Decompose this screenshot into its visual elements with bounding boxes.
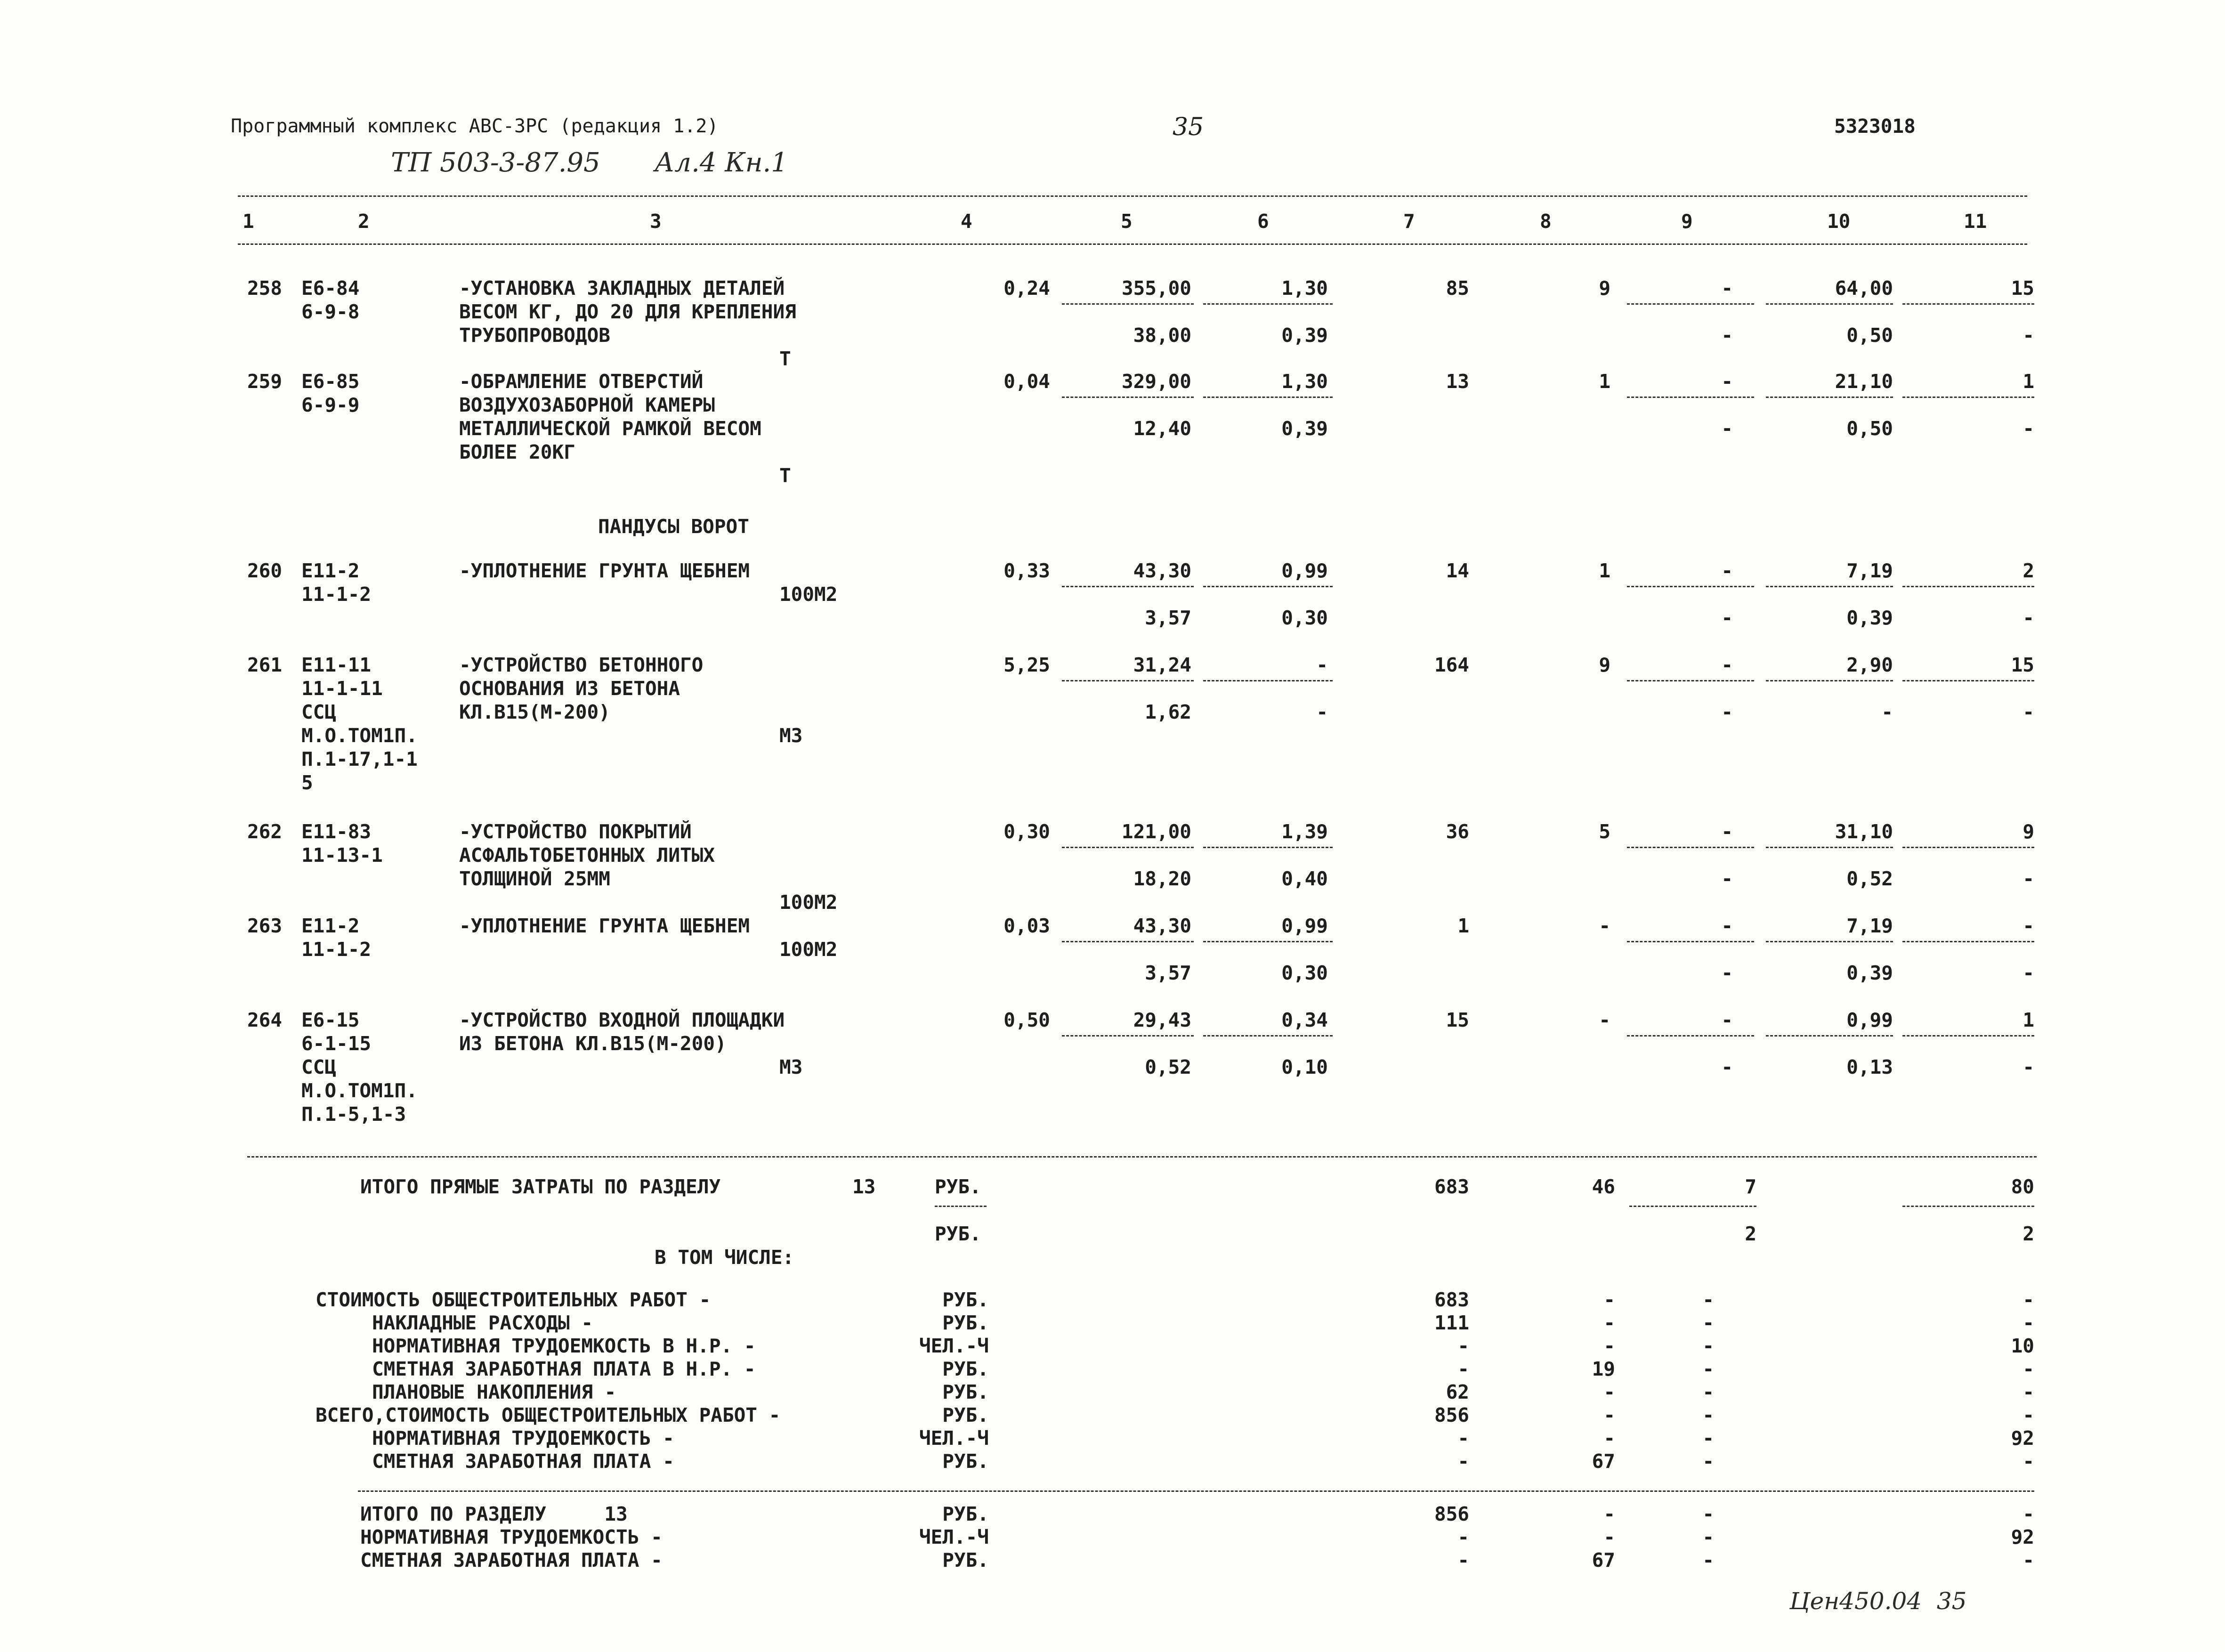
row-col7: 15 [1446,1009,1469,1031]
summary-col9: - [1702,1427,1714,1450]
row-number: 264 [247,1009,283,1031]
row-col9-sub: - [1721,701,1733,723]
project-code: ТП 503-3-87.95 [391,147,600,178]
row-code: П.1-5,1-3 [301,1103,406,1126]
row-col7: 14 [1446,559,1469,582]
row-col5-sub: 0,52 [1145,1056,1191,1078]
row-col6-sub: 0,40 [1281,867,1328,890]
row-code: 5 [301,771,313,794]
column-header-8: 8 [1540,210,1552,233]
row-description: -УПЛОТНЕНИЕ ГРУНТА ЩЕБНЕМ [459,915,750,937]
including-label: В ТОМ ЧИСЛЕ: [655,1246,794,1269]
totals-col11-b: 2 [2023,1223,2034,1245]
row-col11: 1 [2023,370,2034,393]
summary-col7: 62 [1446,1381,1469,1403]
summary-col7: 683 [1434,1288,1469,1311]
section-total-col7: 856 [1434,1503,1469,1525]
summary-label: НАКЛАДНЫЕ РАСХОДЫ - [372,1312,593,1334]
row-col5-sub: 1,62 [1145,701,1191,723]
section-total-unit: РУБ. [942,1503,989,1525]
row-quantity: 0,30 [1003,820,1050,843]
row-col11: 2 [2023,559,2034,582]
row-col6: 0,99 [1281,915,1328,937]
totals-col11: 80 [2011,1175,2034,1198]
row-col7: 85 [1446,277,1469,300]
column-header-11: 11 [1964,210,1987,233]
row-description: ТОЛЩИНОЙ 25ММ [459,867,610,890]
row-col6-sub: 0,30 [1281,962,1328,984]
row-col10: 64,00 [1835,277,1893,300]
row-col11-sub: - [2023,607,2034,629]
summary-col11: - [2023,1312,2034,1334]
row-col6-sub: 0,30 [1281,607,1328,629]
section-total-unit: ЧЕЛ.-Ч [919,1526,989,1548]
column-header-7: 7 [1403,210,1415,233]
row-number: 260 [247,559,283,582]
row-col9-sub: - [1721,962,1733,984]
row-code: ССЦ [301,1056,337,1078]
handwritten-note: Цен450.04 35 [1789,1587,1967,1615]
summary-col11: 92 [2011,1427,2034,1450]
row-col5: 329,00 [1121,370,1191,393]
row-col11: 9 [2023,820,2034,843]
row-col5: 29,43 [1133,1009,1191,1031]
totals-section-number: 13 [852,1175,876,1198]
row-col7: 164 [1434,654,1469,676]
row-col6-sub: - [1316,701,1328,723]
row-code: М.О.ТОМ1П. [301,1079,418,1102]
row-col6: 1,30 [1281,370,1328,393]
section-total-col7: - [1457,1549,1469,1571]
row-col5: 31,24 [1133,654,1191,676]
totals-col8: 46 [1592,1175,1615,1198]
row-col11-sub: - [2023,867,2034,890]
row-col10: 2,90 [1846,654,1893,676]
summary-col7: - [1457,1427,1469,1450]
row-description: ВЕСОМ КГ, ДО 20 ДЛЯ КРЕПЛЕНИЯ [459,300,796,323]
row-col6: 1,39 [1281,820,1328,843]
album-reference: Ал.4 Кн.1 [655,147,788,178]
document-code: 5323018 [1834,115,1916,138]
section-total-col11: - [2023,1503,2034,1525]
row-description: ОСНОВАНИЯ ИЗ БЕТОНА [459,677,680,700]
row-code: 11-1-11 [301,677,383,700]
section-total-label: СМЕТНАЯ ЗАРАБОТНАЯ ПЛАТА - [360,1549,663,1571]
row-number: 262 [247,820,283,843]
totals-col9: 7 [1745,1175,1756,1198]
row-col5-sub: 18,20 [1133,867,1191,890]
row-col8: - [1599,915,1610,937]
row-col9-sub: - [1721,1056,1733,1078]
row-col11-sub: - [2023,701,2034,723]
row-code: ССЦ [301,701,337,723]
totals-rule [247,1156,2037,1158]
section-total-col9: - [1702,1503,1714,1525]
row-col10: 7,19 [1846,559,1893,582]
summary-label: ПЛАНОВЫЕ НАКОПЛЕНИЯ - [372,1381,616,1403]
row-col8: 9 [1599,277,1610,300]
row-col7: 36 [1446,820,1469,843]
row-col9-sub: - [1721,417,1733,440]
summary-col9: - [1702,1335,1714,1357]
row-col9: - [1721,370,1733,393]
row-unit: Т [779,464,791,487]
summary-col11: - [2023,1450,2034,1473]
row-code: Е11-83 [301,820,372,843]
row-code: М.О.ТОМ1П. [301,724,418,747]
row-code: 6-1-15 [301,1032,372,1055]
summary-col8: - [1603,1404,1615,1426]
row-code: Е6-15 [301,1009,360,1031]
row-col10-sub: 0,50 [1846,324,1893,347]
row-quantity: 0,03 [1003,915,1050,937]
row-unit: М3 [779,1056,803,1078]
column-header-3: 3 [650,210,662,233]
row-description: -УСТРОЙСТВО БЕТОННОГО [459,654,704,676]
row-col6: - [1316,654,1328,676]
section-total-col11: - [2023,1549,2034,1571]
header-top-rule [238,195,2027,197]
summary-label: СМЕТНАЯ ЗАРАБОТНАЯ ПЛАТА - [372,1450,674,1473]
row-unit: М3 [779,724,803,747]
row-col8: 1 [1599,370,1610,393]
program-title: Программный комплекс АВС-3РС (редакция 1.2) [231,115,719,137]
row-code: П.1-17,1-1 [301,748,418,770]
row-col5: 43,30 [1133,915,1191,937]
summary-col9: - [1702,1288,1714,1311]
totals-unit-2: РУБ. [935,1223,981,1245]
row-col8: 1 [1599,559,1610,582]
row-description: МЕТАЛЛИЧЕСКОЙ РАМКОЙ ВЕСОМ [459,417,761,440]
row-col10-sub: - [1881,701,1893,723]
summary-col9: - [1702,1381,1714,1403]
summary-col7: 856 [1434,1404,1469,1426]
row-col9: - [1721,1009,1733,1031]
section-total-col8: - [1603,1526,1615,1548]
row-col7: 13 [1446,370,1469,393]
row-col9-sub: - [1721,607,1733,629]
row-col11-sub: - [2023,324,2034,347]
row-code: Е6-84 [301,277,360,300]
row-unit: 100М2 [779,891,838,914]
header-bottom-rule [238,243,2027,245]
row-quantity: 0,50 [1003,1009,1050,1031]
summary-col9: - [1702,1450,1714,1473]
row-col6-sub: 0,39 [1281,324,1328,347]
row-description: -УСТРОЙСТВО ПОКРЫТИЙ [459,820,692,843]
summary-col11: - [2023,1358,2034,1380]
summary-col11: - [2023,1288,2034,1311]
row-code: 6-9-9 [301,394,360,416]
row-col10: 21,10 [1835,370,1893,393]
row-code: 11-1-2 [301,938,372,961]
row-col5-sub: 12,40 [1133,417,1191,440]
row-col10: 31,10 [1835,820,1893,843]
summary-unit: РУБ. [942,1404,989,1426]
summary-unit: РУБ. [942,1381,989,1403]
row-col6-sub: 0,39 [1281,417,1328,440]
summary-col8: - [1603,1335,1615,1357]
row-unit: Т [779,348,791,370]
section-total-col9: - [1702,1526,1714,1548]
row-col10: 0,99 [1846,1009,1893,1031]
row-code: 6-9-8 [301,300,360,323]
summary-label: СМЕТНАЯ ЗАРАБОТНАЯ ПЛАТА В Н.Р. - [372,1358,756,1380]
row-col6: 0,99 [1281,559,1328,582]
row-quantity: 0,24 [1003,277,1050,300]
summary-col7: 111 [1434,1312,1469,1334]
row-unit: 100М2 [779,938,838,961]
row-number: 261 [247,654,283,676]
row-number: 259 [247,370,283,393]
row-col5: 43,30 [1133,559,1191,582]
summary-rule [358,1490,2034,1492]
row-description: БОЛЕЕ 20КГ [459,441,575,463]
section-total-col8: 67 [1592,1549,1615,1571]
section-total-col7: - [1457,1526,1469,1548]
summary-col7: - [1457,1335,1469,1357]
row-description: АСФАЛЬТОБЕТОННЫХ ЛИТЫХ [459,844,715,866]
column-header-2: 2 [358,210,370,233]
summary-unit: РУБ. [942,1358,989,1380]
row-col11: 15 [2011,277,2034,300]
summary-col8: 67 [1592,1450,1615,1473]
row-col9: - [1721,277,1733,300]
summary-col7: - [1457,1358,1469,1380]
row-col11: - [2023,915,2034,937]
row-col6-sub: 0,10 [1281,1056,1328,1078]
row-col10-sub: 0,50 [1846,417,1893,440]
row-col11-sub: - [2023,1056,2034,1078]
row-col9: - [1721,915,1733,937]
row-col5-sub: 3,57 [1145,962,1191,984]
row-description: ТРУБОПРОВОДОВ [459,324,610,347]
row-col10-sub: 0,13 [1846,1056,1893,1078]
row-unit: 100М2 [779,583,838,606]
row-quantity: 0,04 [1003,370,1050,393]
row-col6: 0,34 [1281,1009,1328,1031]
summary-label: ВСЕГО,СТОИМОСТЬ ОБЩЕСТРОИТЕЛЬНЫХ РАБОТ - [316,1404,781,1426]
summary-col9: - [1702,1358,1714,1380]
summary-col11: 10 [2011,1335,2034,1357]
row-description: -УПЛОТНЕНИЕ ГРУНТА ЩЕБНЕМ [459,559,750,582]
summary-unit: РУБ. [942,1288,989,1311]
row-number: 263 [247,915,283,937]
summary-col8: - [1603,1288,1615,1311]
row-col5: 121,00 [1121,820,1191,843]
row-col7: 1 [1457,915,1469,937]
row-col11: 15 [2011,654,2034,676]
column-header-6: 6 [1257,210,1269,233]
section-total-label: НОРМАТИВНАЯ ТРУДОЕМКОСТЬ - [360,1526,663,1548]
summary-col11: - [2023,1404,2034,1426]
row-number: 258 [247,277,283,300]
totals-label: ИТОГО ПРЯМЫЕ ЗАТРАТЫ ПО РАЗДЕЛУ [360,1175,721,1198]
totals-unit: РУБ. [935,1175,981,1198]
summary-col8: - [1603,1312,1615,1334]
column-header-9: 9 [1681,210,1693,233]
summary-label: НОРМАТИВНАЯ ТРУДОЕМКОСТЬ - [372,1427,674,1450]
section-total-unit: РУБ. [942,1549,989,1571]
row-quantity: 5,25 [1003,654,1050,676]
row-col11-sub: - [2023,417,2034,440]
row-col11-sub: - [2023,962,2034,984]
summary-label: НОРМАТИВНАЯ ТРУДОЕМКОСТЬ В Н.Р. - [372,1335,756,1357]
column-header-4: 4 [961,210,972,233]
column-header-10: 10 [1827,210,1851,233]
summary-unit: ЧЕЛ.-Ч [919,1427,989,1450]
row-code: Е11-11 [301,654,372,676]
row-code: 11-13-1 [301,844,383,866]
section-total-col9: - [1702,1549,1714,1571]
row-code: Е11-2 [301,915,360,937]
totals-col7: 683 [1434,1175,1469,1198]
column-header-5: 5 [1121,210,1133,233]
row-description: КЛ.В15(М-200) [459,701,610,723]
row-quantity: 0,33 [1003,559,1050,582]
row-description: -УСТРОЙСТВО ВХОДНОЙ ПЛОЩАДКИ [459,1009,785,1031]
column-header-1: 1 [243,210,254,233]
summary-col8: - [1603,1381,1615,1403]
row-col8: - [1599,1009,1610,1031]
row-col6: 1,30 [1281,277,1328,300]
row-description: -УСТАНОВКА ЗАКЛАДНЫХ ДЕТАЛЕЙ [459,277,785,300]
row-col9-sub: - [1721,867,1733,890]
row-col9: - [1721,820,1733,843]
row-col9-sub: - [1721,324,1733,347]
summary-col9: - [1702,1404,1714,1426]
summary-label: СТОИМОСТЬ ОБЩЕСТРОИТЕЛЬНЫХ РАБОТ - [316,1288,711,1311]
section-total-col8: - [1603,1503,1615,1525]
summary-unit: РУБ. [942,1312,989,1334]
section-total-label: ИТОГО ПО РАЗДЕЛУ 13 [360,1503,628,1525]
row-code: 11-1-2 [301,583,372,606]
row-col8: 5 [1599,820,1610,843]
row-col8: 9 [1599,654,1610,676]
row-col9: - [1721,559,1733,582]
section-total-col11: 92 [2011,1526,2034,1548]
row-description: -ОБРАМЛЕНИЕ ОТВЕРСТИЙ [459,370,704,393]
row-col10-sub: 0,39 [1846,962,1893,984]
summary-col7: - [1457,1450,1469,1473]
summary-unit: ЧЕЛ.-Ч [919,1335,989,1357]
row-col10-sub: 0,52 [1846,867,1893,890]
row-col10: 7,19 [1846,915,1893,937]
totals-col9-b: 2 [1745,1223,1756,1245]
page-number: 35 [1173,113,1204,141]
summary-col8: 19 [1592,1358,1615,1380]
row-col5-sub: 3,57 [1145,607,1191,629]
summary-col11: - [2023,1381,2034,1403]
row-col11: 1 [2023,1009,2034,1031]
row-col5-sub: 38,00 [1133,324,1191,347]
summary-unit: РУБ. [942,1450,989,1473]
row-description: ВОЗДУХОЗАБОРНОЙ КАМЕРЫ [459,394,715,416]
section-title: ПАНДУСЫ ВОРОТ [598,515,749,538]
row-description: ИЗ БЕТОНА КЛ.В15(М-200) [459,1032,727,1055]
summary-col9: - [1702,1312,1714,1334]
row-code: Е6-85 [301,370,360,393]
row-col5: 355,00 [1121,277,1191,300]
row-code: Е11-2 [301,559,360,582]
row-col9: - [1721,654,1733,676]
summary-col8: - [1603,1427,1615,1450]
row-col10-sub: 0,39 [1846,607,1893,629]
